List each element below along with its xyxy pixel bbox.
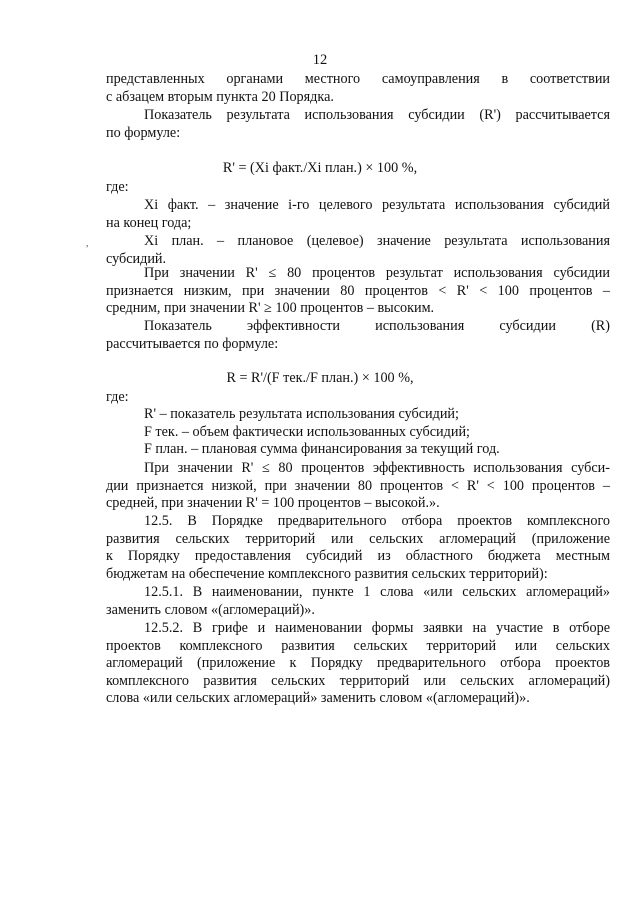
text-line: Показатель результата использования субсидии (R') рассчитывается [144, 107, 610, 123]
definition-xi-plan [106, 233, 610, 268]
text-line: агломераций (приложение к Порядку предварительного отбора проектов [106, 655, 610, 672]
formula-efficiency: R = R'/(F тек./F план.) × 100 %, [226, 370, 414, 386]
text-line: проектов комплексного развития сельских территорий или сельских [106, 637, 610, 654]
text-line: 12.5.2. В грифе и наименовании формы заявки на участие в отборе [144, 620, 610, 636]
paragraph-12-5 [106, 513, 610, 583]
text-line: средним, при значении R' ≥ 100 процентов – высоким. [106, 300, 435, 317]
text-line: При значении R' ≤ 80 процентов результат использования субсидии [144, 265, 610, 281]
paragraph-12-5-2 [106, 620, 610, 708]
text-line: дии признается низкой, при значении 80 процентов < R' < 100 процентов – [106, 477, 610, 494]
text-line: к Порядку предоставления субсидий из областного бюджета местным [106, 548, 610, 565]
definition-f-plan: F план. – плановая сумма финансирования за текущий год. [144, 441, 500, 458]
text-line: на конец года; [106, 214, 192, 231]
text-line: 12.5. В Порядке предварительного отбора проектов комплексного [144, 513, 610, 529]
paragraph-efficiency-indicator [106, 318, 610, 353]
where-label: где: [106, 179, 129, 195]
page-number: 12 [312, 52, 328, 68]
text-line: Xi факт. – значение i-го целевого результата использования субсидий [144, 197, 610, 213]
text-line: представленных органами местного самоуправления в соответствии [106, 71, 610, 87]
definition-f-tek: F тек. – объем фактически использованных субсидий; [144, 423, 470, 440]
paragraph-result-indicator [106, 107, 610, 142]
margin-mark: , [86, 238, 89, 249]
text-line: Xi план. – плановое (целевое) значение результата использования [144, 233, 610, 249]
text-line: 12.5.1. В наименовании, пункте 1 слова «или сельских агломераций» [144, 584, 610, 600]
text-line: рассчитывается по формуле: [106, 335, 279, 352]
text-line: по формуле: [106, 124, 181, 141]
definition-r-prime: R' – показатель результата использования субсидий; [144, 406, 459, 422]
text-line: признается низким, при значении 80 процентов < R' < 100 процентов – [106, 282, 610, 299]
text-line: комплексного развития сельских территорий или сельских агломераций) [106, 672, 610, 689]
definition-xi-fact [106, 197, 610, 232]
text-line: развития сельских территорий или сельских агломераций (приложение [106, 530, 610, 547]
definitions-list [106, 406, 610, 459]
text-line: слова «или сельских агломераций» заменить словом «(агломераций)». [106, 690, 530, 707]
formula-result: R' = (Xi факт./Xi план.) × 100 %, [222, 160, 418, 176]
paragraph-efficiency-levels [106, 460, 610, 513]
paragraph-continuation [106, 71, 610, 106]
where-label: где: [106, 389, 129, 405]
text-line: заменить словом «(агломераций)». [106, 601, 315, 618]
paragraph-12-5-1 [106, 584, 610, 619]
text-line: средней, при значении R' = 100 процентов – высокой.». [106, 495, 440, 512]
text-line: с абзацем вторым пункта 20 Порядка. [106, 88, 334, 105]
paragraph-result-levels [106, 265, 610, 318]
text-line: Показатель эффективности использования субсидии (R) [144, 318, 610, 334]
text-line: При значении R' ≤ 80 процентов эффективность использования субси- [144, 460, 610, 476]
text-line: бюджетам на обеспечение комплексного развития сельских территорий): [106, 565, 548, 582]
text-line: субсидий. [106, 250, 167, 267]
